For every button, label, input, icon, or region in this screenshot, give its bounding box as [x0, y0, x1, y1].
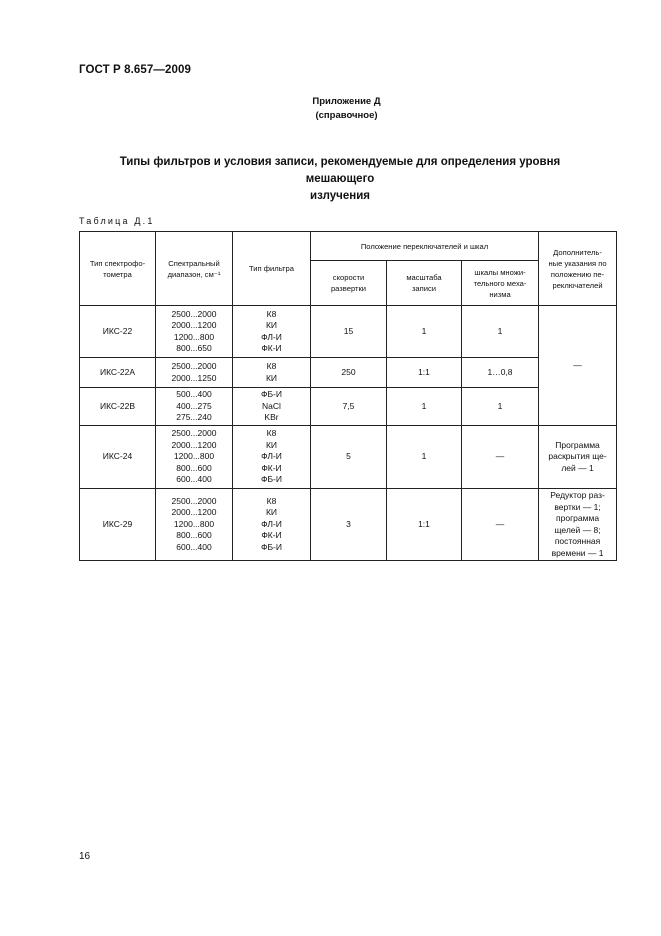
device-cell: ИКС-22: [80, 306, 156, 358]
appendix-heading: [0, 95, 661, 123]
header-record-scale: масштаба записи: [387, 261, 462, 306]
filter-cell: К8 КИ ФЛ-И ФК-И: [233, 306, 311, 358]
table-row: [80, 388, 617, 426]
range-cell: 2500...2000 2000...1200 1200...800 800...650: [156, 306, 233, 358]
header-extra-notes: Дополнитель- ные указания по положению пе- реключателей: [539, 232, 617, 306]
header-filter-type: Тип фильтра: [233, 232, 311, 306]
range-cell: 500...400 400...275 275...240: [156, 388, 233, 426]
notes-cell: Редуктор раз- вертки — 1; программа щелей — 8; постоянная времени — 1: [539, 489, 617, 561]
header-multiplier-scale: шкалы множи- тельного меха- низма: [462, 261, 539, 306]
table-row: [80, 306, 617, 358]
appendix-label: Приложение Д: [312, 96, 381, 107]
multiplier-cell: 1: [462, 306, 539, 358]
speed-cell: 7,5: [311, 388, 387, 426]
filter-cell: К8 КИ ФЛ-И ФК-И ФБ-И: [233, 489, 311, 561]
multiplier-cell: 1…0,8: [462, 358, 539, 388]
multiplier-cell: —: [462, 426, 539, 489]
range-cell: 2500...2000 2000...1200 1200...800 800...600 600...400: [156, 489, 233, 561]
table-caption: Таблица Д.1: [79, 216, 155, 226]
device-cell: ИКС-22В: [80, 388, 156, 426]
scale-cell: 1:1: [387, 358, 462, 388]
table-row: [80, 489, 617, 561]
multiplier-cell: —: [462, 489, 539, 561]
scale-cell: 1:1: [387, 489, 462, 561]
header-scan-speed: скорости развертки: [311, 261, 387, 306]
table-row: [80, 426, 617, 489]
scale-cell: 1: [387, 426, 462, 489]
table-row: [80, 358, 617, 388]
header-spectral-range: Спектральный диапазон, см⁻¹: [156, 232, 233, 306]
range-cell: 2500...2000 2000...1250: [156, 358, 233, 388]
header-spectrophotometer: Тип спектрофо- тометра: [80, 232, 156, 306]
appendix-note: (справочное): [315, 110, 378, 121]
range-cell: 2500...2000 2000...1200 1200...800 800...600 600...400: [156, 426, 233, 489]
page-number: 16: [79, 851, 91, 862]
speed-cell: 15: [311, 306, 387, 358]
header-switch-positions: Положение переключателей и шкал: [311, 232, 539, 261]
speed-cell: 3: [311, 489, 387, 561]
notes-cell: —: [539, 306, 617, 426]
scale-cell: 1: [387, 306, 462, 358]
speed-cell: 5: [311, 426, 387, 489]
filter-cell: ФБ-И NaCl KBr: [233, 388, 311, 426]
device-cell: ИКС-24: [80, 426, 156, 489]
notes-cell: Программа раскрытия ще- лей — 1: [539, 426, 617, 489]
section-title: Типы фильтров и условия записи, рекомендуемые для определения уровня мешающего излучения: [119, 156, 561, 202]
scale-cell: 1: [387, 388, 462, 426]
filter-cell: К8 КИ: [233, 358, 311, 388]
multiplier-cell: 1: [462, 388, 539, 426]
device-cell: ИКС-22А: [80, 358, 156, 388]
speed-cell: 250: [311, 358, 387, 388]
filter-conditions-table: [79, 231, 617, 561]
filter-cell: К8 КИ ФЛ-И ФК-И ФБ-И: [233, 426, 311, 489]
device-cell: ИКС-29: [80, 489, 156, 561]
document-code: ГОСТ Р 8.657—2009: [79, 64, 191, 76]
